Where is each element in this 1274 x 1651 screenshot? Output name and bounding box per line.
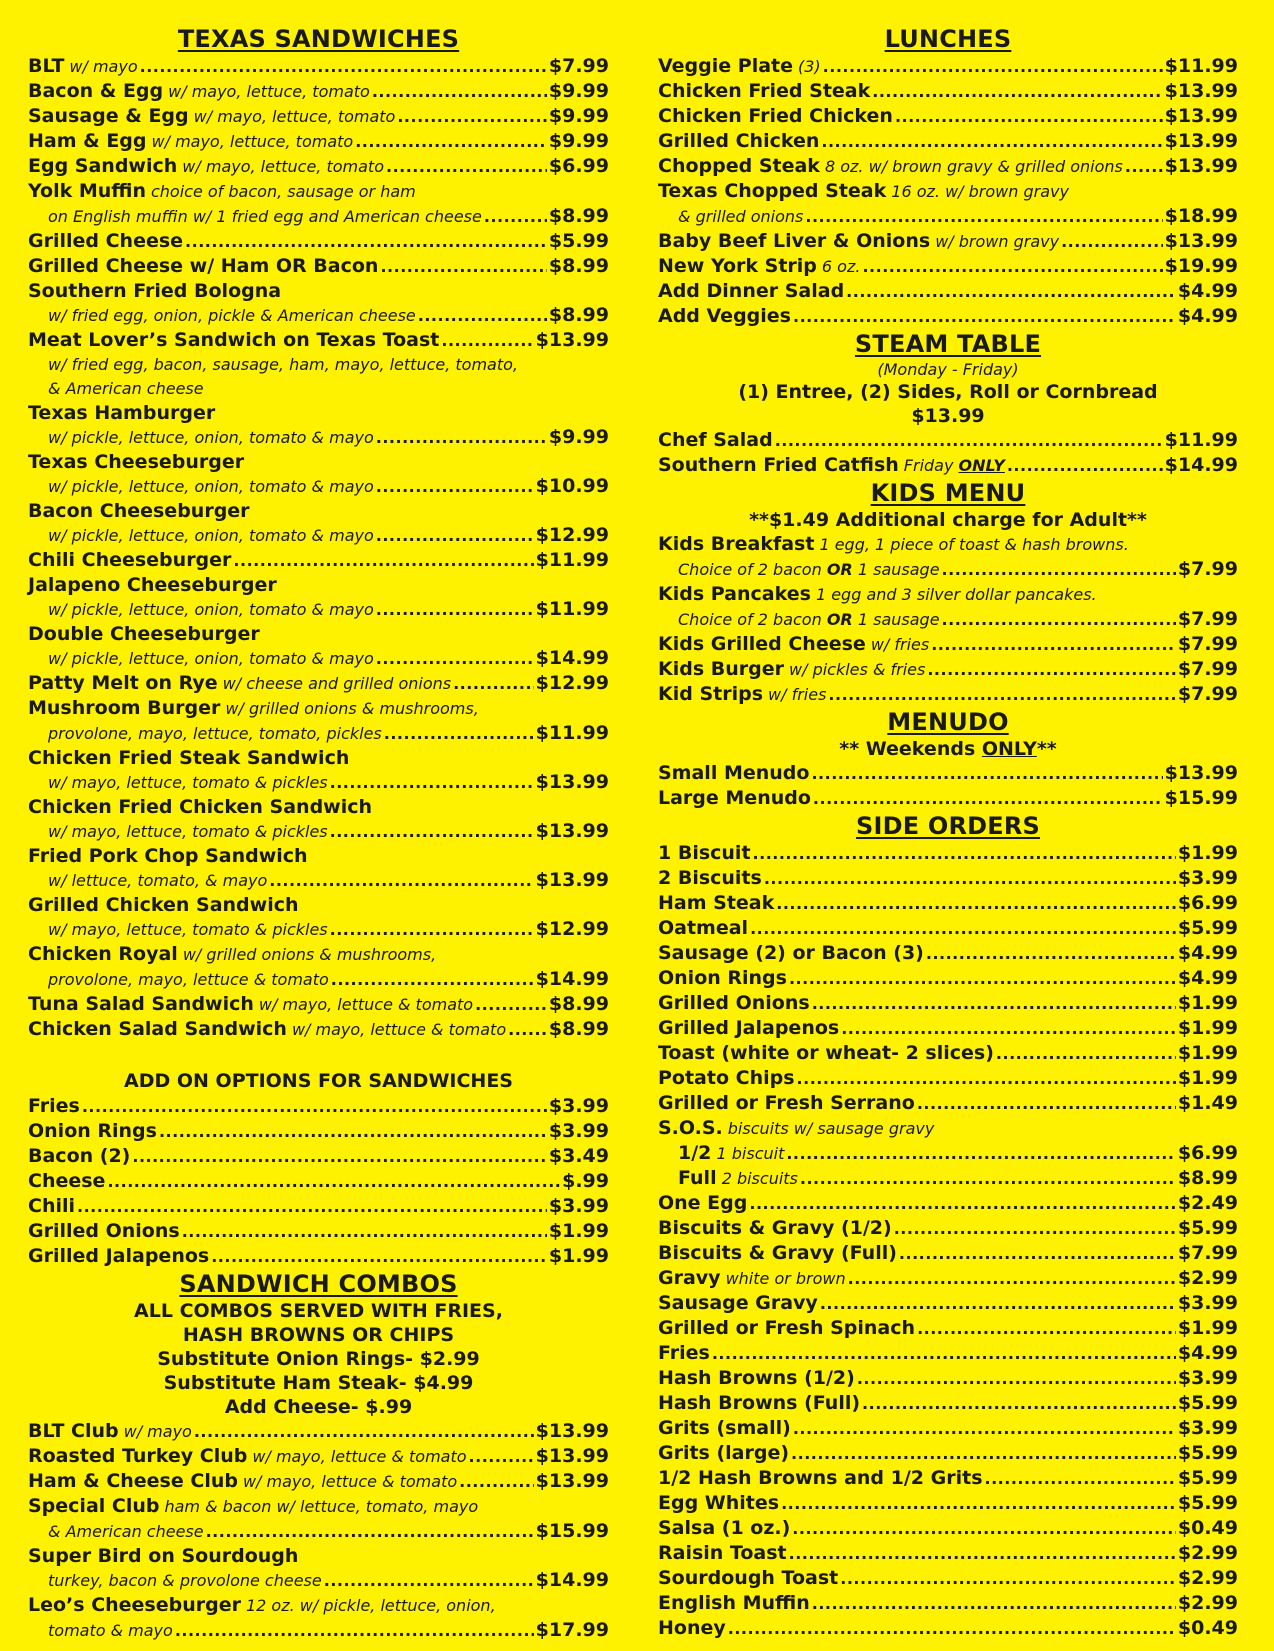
menu-item-grilled-chicken-sandwich-detail: w/ mayo, lettuce, tomato & pickles ..... $12.99 (28, 917, 609, 942)
menu-item-grilled-chicken: Grilled Chicken ..... $13.99 (658, 129, 1238, 154)
menu-item-meat-lover: Meat Lover’s Sandwich on Texas Toast ..... $13.99 (28, 328, 609, 353)
menu-item-kids-pancakes: Kids Pancakes 1 egg and 3 silver dollar pancakes. (658, 583, 1097, 605)
sandwich-combos-heading: SANDWICH COMBOS (179, 1270, 458, 1298)
menu-item-chicken-salad: Chicken Salad Sandwich w/ mayo, lettuce & tomato ..... $8.99 (28, 1017, 609, 1042)
menu-item-veggie-plate: Veggie Plate (3) ..... $11.99 (658, 54, 1238, 79)
combos-note-3: Substitute Onion Rings- $2.99 (157, 1348, 480, 1370)
side-item-sos: S.O.S. biscuits w/ sausage gravy (658, 1117, 935, 1139)
left-column (28, 24, 609, 1643)
menu-item-kids-breakfast: Kids Breakfast 1 egg, 1 piece of toast & hash browns. (658, 533, 1129, 555)
side-item: 1/2 Hash Browns and 1/2 Grits ..... $5.99 (658, 1466, 1238, 1491)
side-item: Oatmeal ..... $5.99 (658, 916, 1238, 941)
add-on-item: Grilled Onions ..... $1.99 (28, 1219, 609, 1244)
menu-item-double-cheeseburger: Double Cheeseburger (28, 623, 260, 645)
side-item: Onion Rings ..... $4.99 (658, 966, 1238, 991)
menu-item-sausage-egg: Sausage & Egg w/ mayo, lettuce, tomato ..... $9.99 (28, 104, 609, 129)
menu-item-super-bird: Super Bird on Sourdough (28, 1545, 299, 1567)
menu-item-meat-lover-detail-2: & American cheese (48, 379, 204, 398)
side-item: Grilled Jalapenos ..... $1.99 (658, 1016, 1238, 1041)
add-on-item: Onion Rings ..... $3.99 (28, 1119, 609, 1144)
add-on-heading: ADD ON OPTIONS FOR SANDWICHES (124, 1070, 513, 1092)
menu-item-southern-bologna: Southern Fried Bologna (28, 280, 282, 302)
menu-item-catfish: Southern Fried Catfish Friday ONLY ..... $14.99 (658, 453, 1238, 478)
menu-item-yolk-muffin-detail: on English muffin w/ 1 fried egg and American cheese ..... $8.99 (28, 204, 609, 229)
menu-item-egg-sandwich: Egg Sandwich w/ mayo, lettuce, tomato ..... $6.99 (28, 154, 609, 179)
side-item: 1 Biscuit ..... $1.99 (658, 841, 1238, 866)
steam-table-description: (1) Entree, (2) Sides, Roll or Cornbread (738, 381, 1158, 403)
add-on-item: Fries ..... $3.99 (28, 1094, 609, 1119)
side-item: Potato Chips ..... $1.99 (658, 1066, 1238, 1091)
menu-item-bacon-egg: Bacon & Egg w/ mayo, lettuce, tomato ..... $9.99 (28, 79, 609, 104)
menu-item-double-cheeseburger-detail: w/ pickle, lettuce, onion, tomato & mayo ..... $14.99 (28, 646, 609, 671)
side-item: Ham Steak ..... $6.99 (658, 891, 1238, 916)
menu-item-patty-melt: Patty Melt on Rye w/ cheese and grilled onions ..... $12.99 (28, 671, 609, 696)
side-item: Sourdough Toast ..... $2.99 (658, 1566, 1238, 1591)
menu-item-yolk-muffin: Yolk Muffin choice of bacon, sausage or ham (28, 180, 416, 202)
combos-note-4: Substitute Ham Steak- $4.99 (163, 1372, 474, 1394)
menu-item-special-club: Special Club ham & bacon w/ lettuce, tomato, mayo (28, 1495, 479, 1517)
texas-sandwiches-heading: TEXAS SANDWICHES (177, 25, 460, 53)
menu-item-cfs-sandwich-detail: w/ mayo, lettuce, tomato & pickles ..... $13.99 (28, 770, 609, 795)
side-item-sos-half: 1/2 1 biscuit ..... $6.99 (658, 1141, 1238, 1166)
side-item: Egg Whites ..... $5.99 (658, 1491, 1238, 1516)
menu-item-texas-hamburger: Texas Hamburger (28, 402, 216, 424)
side-orders-list (658, 841, 1238, 1641)
side-item: Sausage Gravy ..... $3.99 (658, 1291, 1238, 1316)
menu-item-ham-egg: Ham & Egg w/ mayo, lettuce, tomato ..... $9.99 (28, 129, 609, 154)
side-item: Toast (white or wheat- 2 slices) ..... $1.99 (658, 1041, 1238, 1066)
menu-item-kid-strips: Kid Strips w/ fries ..... $7.99 (658, 682, 1238, 707)
add-on-item: Grilled Jalapenos ..... $1.99 (28, 1244, 609, 1269)
kids-adult-charge-note: **$1.49 Additional charge for Adult** (749, 509, 1147, 531)
add-on-item: Bacon (2) ..... $3.49 (28, 1144, 609, 1169)
side-item: Biscuits & Gravy (1/2) ..... $5.99 (658, 1216, 1238, 1241)
add-on-item: Chili ..... $3.99 (28, 1194, 609, 1219)
menudo-heading: MENUDO (887, 708, 1009, 736)
kids-menu-heading: KIDS MENU (870, 479, 1026, 507)
combos-note-5: Add Cheese- $.99 (224, 1396, 413, 1418)
menu-item-dinner-salad: Add Dinner Salad ..... $4.99 (658, 279, 1238, 304)
menu-item-chicken-royal: Chicken Royal w/ grilled onions & mushrooms, (28, 943, 437, 965)
menu-item-blt-club: BLT Club w/ mayo ..... $13.99 (28, 1419, 609, 1444)
menu-item-texas-cheeseburger: Texas Cheeseburger (28, 451, 245, 473)
menu-item-grilled-cheese-ham: Grilled Cheese w/ Ham OR Bacon ..... $8.99 (28, 254, 609, 279)
steam-table-days: (Monday - Friday) (877, 360, 1019, 379)
menu-item-chicken-royal-detail: provolone, mayo, lettuce & tomato ..... $14.99 (28, 967, 609, 992)
side-item: Grits (small) ..... $3.99 (658, 1416, 1238, 1441)
menu-item-add-veggies: Add Veggies ..... $4.99 (658, 304, 1238, 329)
menu-item-leos-cheeseburger: Leo’s Cheeseburger 12 oz. w/ pickle, lettuce, onion, (28, 1594, 496, 1616)
side-item: Grilled Onions ..... $1.99 (658, 991, 1238, 1016)
menu-item-leos-cheeseburger-detail: tomato & mayo ..... $17.99 (28, 1618, 609, 1643)
side-item: One Egg ..... $2.49 (658, 1191, 1238, 1216)
menu-item-super-bird-detail: turkey, bacon & provolone cheese ..... $14.99 (28, 1568, 609, 1593)
menu-item-turkey-club: Roasted Turkey Club w/ mayo, lettuce & tomato ..... $13.99 (28, 1444, 609, 1469)
menu-item-kids-breakfast-detail: Choice of 2 bacon OR 1 sausage ..... $7.99 (658, 557, 1238, 582)
side-item: Honey ..... $0.49 (658, 1616, 1238, 1641)
menu-item-texas-cheeseburger-detail: w/ pickle, lettuce, onion, tomato & mayo ..... $10.99 (28, 474, 609, 499)
side-item: Grits (large) ..... $5.99 (658, 1441, 1238, 1466)
menu-item-large-menudo: Large Menudo ..... $15.99 (658, 786, 1238, 811)
menu-item-grilled-chicken-sandwich: Grilled Chicken Sandwich (28, 894, 299, 916)
side-item: Raisin Toast ..... $2.99 (658, 1541, 1238, 1566)
menu-item-cfs-sandwich: Chicken Fried Steak Sandwich (28, 747, 350, 769)
side-item: Fries ..... $4.99 (658, 1341, 1238, 1366)
menu-item-cfc-sandwich-detail: w/ mayo, lettuce, tomato & pickles ..... $13.99 (28, 819, 609, 844)
side-item: Grilled or Fresh Spinach ..... $1.99 (658, 1316, 1238, 1341)
menu-item-texas-chopped-steak: Texas Chopped Steak 16 oz. w/ brown gravy (658, 180, 1069, 202)
menu-item-kids-burger: Kids Burger w/ pickles & fries ..... $7.99 (658, 657, 1238, 682)
menu-item-texas-hamburger-detail: w/ pickle, lettuce, onion, tomato & mayo ..... $9.99 (28, 425, 609, 450)
side-item-sos-full: Full 2 biscuits ..... $8.99 (658, 1166, 1238, 1191)
steam-table-heading: STEAM TABLE (854, 330, 1042, 358)
menu-item-ny-strip: New York Strip 6 oz. ..... $19.99 (658, 254, 1238, 279)
side-item: Biscuits & Gravy (Full) ..... $7.99 (658, 1241, 1238, 1266)
steam-table-price: $13.99 (911, 405, 985, 427)
side-item: 2 Biscuits ..... $3.99 (658, 866, 1238, 891)
menu-item-southern-bologna-detail: w/ fried egg, onion, pickle & American cheese ..... $8.99 (28, 303, 609, 328)
side-item: Sausage (2) or Bacon (3) ..... $4.99 (658, 941, 1238, 966)
side-orders-heading: SIDE ORDERS (855, 812, 1041, 840)
lunches-heading: LUNCHES (884, 25, 1012, 53)
menu-item-tuna-salad: Tuna Salad Sandwich w/ mayo, lettuce & tomato ..... $8.99 (28, 992, 609, 1017)
menu-item-meat-lover-detail: w/ fried egg, bacon, sausage, ham, mayo, lettuce, tomato, (48, 355, 518, 374)
menu-item-mushroom-burger-detail: provolone, mayo, lettuce, tomato, pickles ..... $11.99 (28, 721, 609, 746)
side-item-gravy: Gravy white or brown ..... $2.99 (658, 1266, 1238, 1291)
side-item: Hash Browns (1/2) ..... $3.99 (658, 1366, 1238, 1391)
menu-item-bacon-cheeseburger-detail: w/ pickle, lettuce, onion, tomato & mayo ..... $12.99 (28, 523, 609, 548)
menu-item-mushroom-burger: Mushroom Burger w/ grilled onions & mushrooms, (28, 697, 479, 719)
side-item: Hash Browns (Full) ..... $5.99 (658, 1391, 1238, 1416)
side-item: Grilled or Fresh Serrano ..... $1.49 (658, 1091, 1238, 1116)
combos-note-1: ALL COMBOS SERVED WITH FRIES, (134, 1300, 503, 1322)
right-column (658, 24, 1238, 1641)
menudo-weekends-note: ** Weekends ONLY** (839, 738, 1057, 760)
menu-item-small-menudo: Small Menudo ..... $13.99 (658, 761, 1238, 786)
menu-item-pork-chop-detail: w/ lettuce, tomato, & mayo ..... $13.99 (28, 868, 609, 893)
side-item: English Muffin ..... $2.99 (658, 1591, 1238, 1616)
menu-item-cfc: Chicken Fried Chicken ..... $13.99 (658, 104, 1238, 129)
combos-note-2: HASH BROWNS OR CHIPS (182, 1324, 455, 1346)
menu-item-jalapeno-cheeseburger-detail: w/ pickle, lettuce, onion, tomato & mayo ..... $11.99 (28, 597, 609, 622)
menu-item-kids-pancakes-detail: Choice of 2 bacon OR 1 sausage ..... $7.99 (658, 607, 1238, 632)
menu-item-cfs: Chicken Fried Steak ..... $13.99 (658, 79, 1238, 104)
menu-item-blt: BLT w/ mayo ..... $7.99 (28, 54, 609, 79)
menu-item-ham-cheese-club: Ham & Cheese Club w/ mayo, lettuce & tomato ..... $13.99 (28, 1469, 609, 1494)
menu-item-grilled-cheese: Grilled Cheese ..... $5.99 (28, 229, 609, 254)
menu-item-jalapeno-cheeseburger: Jalapeno Cheeseburger (28, 574, 277, 596)
add-on-item: Cheese ..... $.99 (28, 1169, 609, 1194)
menu-item-chef-salad: Chef Salad ..... $11.99 (658, 428, 1238, 453)
menu-item-texas-chopped-steak-detail: & grilled onions ..... $18.99 (658, 204, 1238, 229)
menu-item-bacon-cheeseburger: Bacon Cheeseburger (28, 500, 250, 522)
menu-item-pork-chop: Fried Pork Chop Sandwich (28, 845, 308, 867)
add-on-list (28, 1094, 609, 1269)
side-item: Salsa (1 oz.) ..... $0.49 (658, 1516, 1238, 1541)
menu-item-kids-grilled-cheese: Kids Grilled Cheese w/ fries ..... $7.99 (658, 632, 1238, 657)
menu-item-cfc-sandwich: Chicken Fried Chicken Sandwich (28, 796, 373, 818)
menu-item-chili-cheeseburger: Chili Cheeseburger ..... $11.99 (28, 548, 609, 573)
menu-item-special-club-detail: & American cheese ..... $15.99 (28, 1519, 609, 1544)
menu-item-liver-onions: Baby Beef Liver & Onions w/ brown gravy ..... $13.99 (658, 229, 1238, 254)
menu-item-chopped-steak: Chopped Steak 8 oz. w/ brown gravy & grilled onions ..... $13.99 (658, 154, 1238, 179)
